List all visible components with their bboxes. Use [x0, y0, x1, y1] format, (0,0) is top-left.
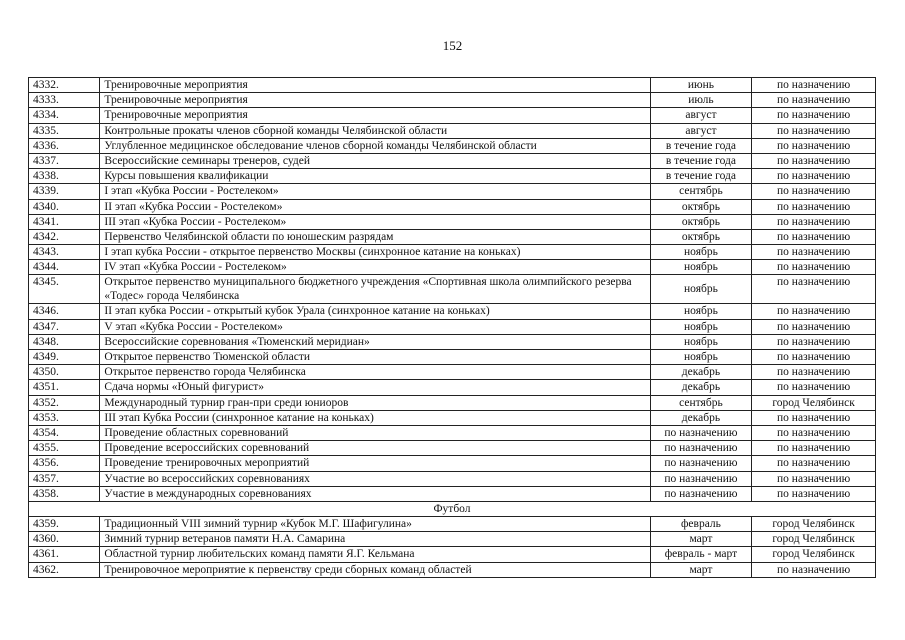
table-row — [29, 395, 876, 410]
table-row — [29, 229, 876, 244]
event-name: IV этап «Кубка России - Ростелеком» — [100, 260, 650, 275]
event-name: Контрольные прокаты членов сборной команды Челябинской области — [100, 123, 650, 138]
row-number: 4355. — [29, 441, 100, 456]
row-number: 4333. — [29, 93, 100, 108]
row-number: 4344. — [29, 260, 100, 275]
event-place: по назначению — [752, 214, 876, 229]
table-row — [29, 319, 876, 334]
event-place: по назначению — [752, 260, 876, 275]
event-name: Всероссийские соревнования «Тюменский меридиан» — [100, 334, 650, 349]
event-place: город Челябинск — [752, 517, 876, 532]
table-row — [29, 334, 876, 349]
row-number: 4354. — [29, 425, 100, 440]
row-number: 4340. — [29, 199, 100, 214]
table-row — [29, 547, 876, 562]
row-number: 4348. — [29, 334, 100, 349]
event-name: Курсы повышения квалификации — [100, 169, 650, 184]
table-row — [29, 260, 876, 275]
event-place: по назначению — [752, 199, 876, 214]
table-row — [29, 153, 876, 168]
table-row — [29, 93, 876, 108]
event-date: октябрь — [650, 199, 752, 214]
table-row — [29, 380, 876, 395]
row-number: 4345. — [29, 275, 100, 304]
event-name: Открытое первенство города Челябинска — [100, 365, 650, 380]
event-place: город Челябинск — [752, 395, 876, 410]
event-date: ноябрь — [650, 304, 752, 319]
event-date: ноябрь — [650, 275, 752, 304]
row-number: 4349. — [29, 350, 100, 365]
row-number: 4346. — [29, 304, 100, 319]
row-number: 4360. — [29, 532, 100, 547]
table-row — [29, 304, 876, 319]
event-place: по назначению — [752, 562, 876, 577]
event-name: Областной турнир любительских команд памяти Я.Г. Кельмана — [100, 547, 650, 562]
event-date: февраль — [650, 517, 752, 532]
row-number: 4336. — [29, 138, 100, 153]
event-name: Участие во всероссийских соревнованиях — [100, 471, 650, 486]
row-number: 4356. — [29, 456, 100, 471]
event-name: I этап «Кубка России - Ростелеком» — [100, 184, 650, 199]
event-name: I этап кубка России - открытое первенство Москвы (синхронное катание на коньках) — [100, 245, 650, 260]
event-name: Тренировочное мероприятие к первенству среди сборных команд областей — [100, 562, 650, 577]
event-date: в течение года — [650, 169, 752, 184]
event-name: Проведение областных соревнований — [100, 425, 650, 440]
event-place: по назначению — [752, 153, 876, 168]
event-name: Участие в международных соревнованиях — [100, 486, 650, 501]
row-number: 4342. — [29, 229, 100, 244]
event-place: по назначению — [752, 471, 876, 486]
event-date: июнь — [650, 78, 752, 93]
event-place: по назначению — [752, 184, 876, 199]
event-place: по назначению — [752, 138, 876, 153]
event-date: по назначению — [650, 471, 752, 486]
section-title: Футбол — [29, 501, 876, 516]
event-name: Всероссийские семинары тренеров, судей — [100, 153, 650, 168]
row-number: 4347. — [29, 319, 100, 334]
table-row — [29, 532, 876, 547]
event-date: ноябрь — [650, 350, 752, 365]
row-number: 4350. — [29, 365, 100, 380]
event-place: по назначению — [752, 319, 876, 334]
event-name: Первенство Челябинской области по юношеским разрядам — [100, 229, 650, 244]
event-date: октябрь — [650, 229, 752, 244]
event-place: город Челябинск — [752, 532, 876, 547]
event-date: ноябрь — [650, 334, 752, 349]
event-place: по назначению — [752, 275, 876, 304]
section-row — [29, 501, 876, 516]
event-place: по назначению — [752, 304, 876, 319]
event-date: ноябрь — [650, 245, 752, 260]
event-date: ноябрь — [650, 260, 752, 275]
event-place: по назначению — [752, 410, 876, 425]
event-place: по назначению — [752, 169, 876, 184]
event-date: по назначению — [650, 486, 752, 501]
event-name: Углубленное медицинское обследование членов сборной команды Челябинской области — [100, 138, 650, 153]
event-name: Тренировочные мероприятия — [100, 93, 650, 108]
event-place: по назначению — [752, 456, 876, 471]
row-number: 4339. — [29, 184, 100, 199]
table-row — [29, 275, 876, 304]
event-name: Сдача нормы «Юный фигурист» — [100, 380, 650, 395]
event-date: март — [650, 562, 752, 577]
event-name: II этап «Кубка России - Ростелеком» — [100, 199, 650, 214]
table-row — [29, 410, 876, 425]
event-date: сентябрь — [650, 395, 752, 410]
event-date: в течение года — [650, 153, 752, 168]
row-number: 4359. — [29, 517, 100, 532]
event-place: город Челябинск — [752, 547, 876, 562]
event-name: II этап кубка России - открытый кубок Урала (синхронное катание на коньках) — [100, 304, 650, 319]
event-name: Международный турнир гран-при среди юниоров — [100, 395, 650, 410]
row-number: 4338. — [29, 169, 100, 184]
event-name: III этап «Кубка России - Ростелеком» — [100, 214, 650, 229]
row-number: 4334. — [29, 108, 100, 123]
event-place: по назначению — [752, 486, 876, 501]
table-row — [29, 184, 876, 199]
event-date: февраль - март — [650, 547, 752, 562]
table-row — [29, 245, 876, 260]
event-date: декабрь — [650, 365, 752, 380]
event-place: по назначению — [752, 229, 876, 244]
event-date: август — [650, 123, 752, 138]
event-date: по назначению — [650, 425, 752, 440]
event-date: по назначению — [650, 441, 752, 456]
row-number: 4335. — [29, 123, 100, 138]
event-place: по назначению — [752, 93, 876, 108]
event-place: по назначению — [752, 441, 876, 456]
table-row — [29, 562, 876, 577]
event-place: по назначению — [752, 123, 876, 138]
event-name: Зимний турнир ветеранов памяти Н.А. Самарина — [100, 532, 650, 547]
row-number: 4337. — [29, 153, 100, 168]
event-name: Проведение тренировочных мероприятий — [100, 456, 650, 471]
row-number: 4351. — [29, 380, 100, 395]
event-date: в течение года — [650, 138, 752, 153]
event-place: по назначению — [752, 350, 876, 365]
row-number: 4358. — [29, 486, 100, 501]
row-number: 4353. — [29, 410, 100, 425]
row-number: 4341. — [29, 214, 100, 229]
event-name: Тренировочные мероприятия — [100, 78, 650, 93]
row-number: 4361. — [29, 547, 100, 562]
table-row — [29, 517, 876, 532]
event-name: Открытое первенство Тюменской области — [100, 350, 650, 365]
table-row — [29, 425, 876, 440]
event-place: по назначению — [752, 425, 876, 440]
event-name: Традиционный VIII зимний турнир «Кубок М.Г. Шафигулина» — [100, 517, 650, 532]
event-place: по назначению — [752, 78, 876, 93]
event-date: март — [650, 532, 752, 547]
table-row — [29, 138, 876, 153]
event-place: по назначению — [752, 380, 876, 395]
event-place: по назначению — [752, 245, 876, 260]
event-name: III этап Кубка России (синхронное катание на коньках) — [100, 410, 650, 425]
event-date: декабрь — [650, 410, 752, 425]
table-row — [29, 441, 876, 456]
event-name: Открытое первенство муниципального бюджетного учреждения «Спортивная школа олимпийского резерва «Тодес» города Челябинска — [100, 275, 650, 304]
row-number: 4343. — [29, 245, 100, 260]
table-row — [29, 214, 876, 229]
events-table — [28, 77, 876, 578]
event-place: по назначению — [752, 365, 876, 380]
table-row — [29, 123, 876, 138]
row-number: 4332. — [29, 78, 100, 93]
event-name: Тренировочные мероприятия — [100, 108, 650, 123]
table-row — [29, 471, 876, 486]
page-number: 152 — [442, 38, 463, 53]
event-name: Проведение всероссийских соревнований — [100, 441, 650, 456]
event-date: декабрь — [650, 380, 752, 395]
row-number: 4352. — [29, 395, 100, 410]
row-number: 4357. — [29, 471, 100, 486]
event-place: по назначению — [752, 108, 876, 123]
table-row — [29, 108, 876, 123]
table-row — [29, 365, 876, 380]
table-row — [29, 350, 876, 365]
row-number: 4362. — [29, 562, 100, 577]
event-date: сентябрь — [650, 184, 752, 199]
table-row — [29, 78, 876, 93]
event-date: июль — [650, 93, 752, 108]
event-place: по назначению — [752, 334, 876, 349]
table-row — [29, 486, 876, 501]
table-row — [29, 456, 876, 471]
table-row — [29, 169, 876, 184]
table-row — [29, 199, 876, 214]
event-name: V этап «Кубка России - Ростелеком» — [100, 319, 650, 334]
event-date: по назначению — [650, 456, 752, 471]
event-date: август — [650, 108, 752, 123]
event-date: октябрь — [650, 214, 752, 229]
event-date: ноябрь — [650, 319, 752, 334]
